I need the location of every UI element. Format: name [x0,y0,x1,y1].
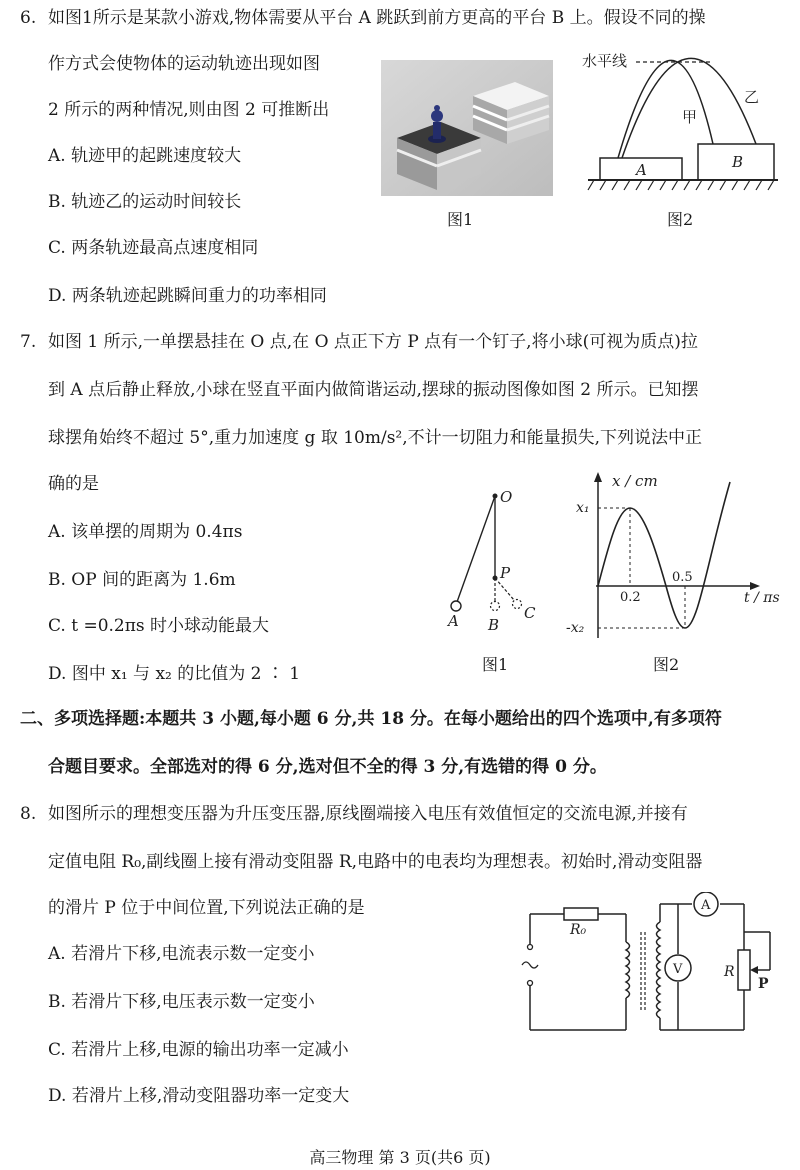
section2-heading-line-2: 合题目要求。全部选对的得 6 分,选对但不全的得 3 分,有选错的得 0 分。 [48,757,607,777]
q8-stem-line-1: 如图所示的理想变压器为升压变压器,原线圈端接入电压有效值恒定的交流电源,并接有 [48,804,688,824]
platform-a-label: A [636,161,647,179]
q7-option-c: C. t =0.2πs 时小球动能最大 [48,616,270,636]
trajectory-yi-label: 乙 [744,88,760,106]
ac-source [522,945,538,986]
q7-option-a: A. 该单摆的周期为 0.4πs [48,522,243,542]
q7-stem-line-3: 球摆角始终不超过 5°,重力加速度 g 取 10m/s²,不计一切阻力和能量损失,下列说法中正 [48,428,703,448]
q8-circuit-diagram [518,892,778,1040]
voltmeter-label: V [673,962,683,977]
q7-number: 7. [20,332,37,352]
tick-0-5: 0.5 [672,570,693,585]
q8-stem-line-2: 定值电阻 R₀,副线圈上接有滑动变阻器 R,电路中的电表均为理想表。初始时,滑动变阻器 [48,852,703,872]
point-a-label: A [448,612,459,630]
q6-fig1-caption: 图1 [447,210,474,229]
point-p-label: P [500,564,511,582]
q7-fig2-caption: 图2 [653,655,680,674]
ground-hatching [588,180,774,190]
x1-label: x₁ [576,500,590,516]
tick-0-2: 0.2 [620,590,641,605]
displacement-curve [598,482,730,628]
ball-c [513,600,522,609]
q7-figure1-pendulum [440,488,545,638]
q8-stem-line-3: 的滑片 P 位于中间位置,下列说法正确的是 [48,898,365,918]
q6-option-a: A. 轨迹甲的起跳速度较大 [48,146,242,166]
q7-stem-line-2: 到 A 点后静止释放,小球在竖直平面内做简谐运动,摆球的振动图像如图 2 所示。已知摆 [48,380,699,400]
platform-b-label: B [732,153,744,171]
slider-p-arrow [750,966,758,974]
y-axis-arrow [594,472,602,482]
q6-figure1-image [381,60,553,196]
rheostat-r-label: R [724,964,735,980]
secondary-coil [657,922,661,1018]
q7-option-b: B. OP 间的距离为 1.6m [48,570,236,590]
q8-option-c: C. 若滑片上移,电源的输出功率一定减小 [48,1040,349,1060]
ball-a [451,601,461,611]
page-footer: 高三物理 第 3 页(共6 页) [309,1148,491,1167]
q8-option-a: A. 若滑片下移,电流表示数一定变小 [48,944,315,964]
q7-stem-line-1: 如图 1 所示,一单摆悬挂在 O 点,在 O 点正下方 P 点有一个钉子,将小球(可视为质点)拉 [48,332,698,352]
x-axis-label: t / πs [744,590,780,606]
ball-b [491,602,500,611]
q6-option-d: D. 两条轨迹起跳瞬间重力的功率相同 [48,286,327,306]
q8-option-b: B. 若滑片下移,电压表示数一定变小 [48,992,315,1012]
q7-figure2-graph [548,468,786,648]
q7-stem-line-4: 确的是 [48,474,99,494]
point-c-label: C [524,604,536,622]
point-o-label: O [500,488,513,506]
q6-option-b: B. 轨迹乙的运动时间较长 [48,192,242,212]
x-axis-arrow [750,582,760,590]
ammeter-label: A [701,898,711,913]
resistor-r0 [564,908,598,920]
q6-figure2-diagram [578,44,783,204]
string-to-a [457,496,495,602]
y-axis-label: x / cm [612,472,658,490]
q8-option-d: D. 若滑片上移,滑动变阻器功率一定变大 [48,1086,350,1106]
q6-stem-line-2: 作方式会使物体的运动轨迹出现如图 [48,54,320,74]
resistor-r0-label: R₀ [570,922,587,938]
q6-option-c: C. 两条轨迹最高点速度相同 [48,238,259,258]
horizontal-line-label: 水平线 [582,52,628,70]
q8-number: 8. [20,804,37,824]
q6-fig2-caption: 图2 [667,210,694,229]
transformer-core [641,932,645,1012]
q6-number: 6. [20,8,37,28]
section2-heading-line-1: 二、多项选择题:本题共 3 小题,每小题 6 分,共 18 分。在每小题给出的四个选项中,有多项符 [20,709,722,729]
q7-fig1-caption: 图1 [482,655,509,674]
q7-option-d: D. 图中 x₁ 与 x₂ 的比值为 2 ∶ 1 [48,664,301,684]
q6-stem-line-1: 如图1所示是某款小游戏,物体需要从平台 A 跳跃到前方更高的平台 B 上。假设不同的操 [48,8,706,28]
x2-label: -x₂ [566,620,585,636]
point-b-label: B [488,616,500,634]
slider-p-label: P [758,976,769,992]
q6-stem-line-3: 2 所示的两种情况,则由图 2 可推断出 [48,100,330,120]
primary-coil [626,942,630,998]
trajectory-jia-label: 甲 [682,108,698,126]
rheostat-r [738,950,750,990]
